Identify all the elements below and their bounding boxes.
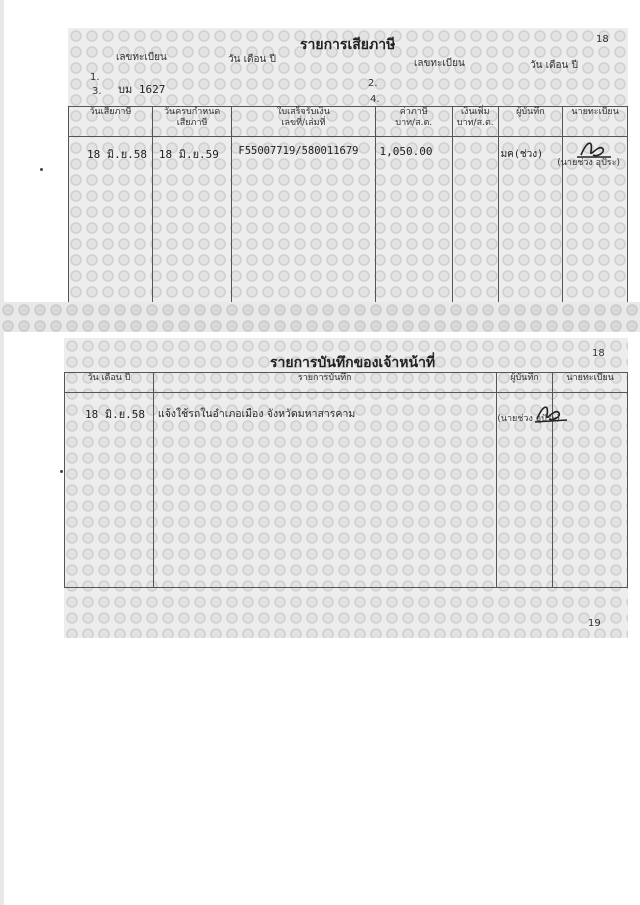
tax-record-sheet [68, 28, 628, 326]
tax-cell [152, 137, 232, 320]
tax-cell [498, 137, 563, 320]
officer-table [64, 372, 628, 588]
row-number: 3. [92, 86, 102, 97]
column-header: ผู้บันทึก [498, 107, 563, 137]
scan-edge [0, 0, 4, 905]
column-header: รายการบันทึก [153, 373, 496, 393]
scan-mark [60, 470, 63, 473]
column-header: ใบเสร็จรับเงิน เลขที่/เล่มที่ [232, 107, 375, 137]
pay-date: 18 มิ.ย.58 [87, 148, 148, 161]
tax-cell [232, 137, 375, 320]
footer-page-number: 19 [588, 618, 601, 629]
column-header: วันเสียภาษี [69, 107, 153, 137]
registration-label: เลขทะเบียน [414, 58, 465, 69]
column-header: เงินเพิ่ม บาท/ส.ต. [452, 107, 498, 137]
scan-strip [0, 302, 640, 332]
plate-number: บม 1627 [118, 83, 166, 96]
tax-cell [69, 137, 153, 320]
column-header: นายทะเบียน [563, 107, 628, 137]
entry-date: 18 มิ.ย.58 [85, 408, 146, 421]
column-header: ค่าภาษี บาท/ส.ต. [375, 107, 452, 137]
tax-cell [557, 137, 628, 320]
officer-cell [497, 393, 628, 588]
officer-section-title: รายการบันทึกของเจ้าหน้าที่ [270, 355, 436, 371]
column-header: ผู้บันทึก [496, 373, 553, 393]
due-date: 18 มิ.ย.59 [158, 148, 219, 161]
registrar-name: (นายช่วง อุปัระ) [557, 158, 620, 168]
entry-text: แจ้งใช้รถในอำเภอเมือง จังหวัดมหาสารคาม [157, 408, 356, 420]
tax-cell [452, 137, 498, 320]
row-number: 4. [370, 94, 380, 105]
recorder: มค(ช่วง) [500, 149, 544, 160]
page-number: 18 [596, 34, 609, 45]
officer-cell [65, 393, 154, 588]
receipt-number: F55007719/580011679 [238, 145, 359, 157]
tax-cell [375, 137, 452, 320]
row-number: 1. [90, 72, 100, 83]
date-label: วัน เดือน ปี [228, 54, 276, 65]
row-number: 2. [368, 78, 378, 89]
officer-record-sheet [64, 338, 628, 638]
page-number: 18 [592, 348, 605, 359]
date-label: วัน เดือน ปี [530, 60, 578, 71]
scan-mark [40, 168, 43, 171]
column-header: นายทะเบียน [553, 373, 628, 393]
tax-amount: 1,050.00 [379, 145, 433, 158]
registrar-name: (นายช่วง อุปัระ) [497, 414, 561, 424]
officer-cell [153, 393, 496, 588]
tax-section-title: รายการเสียภาษี [300, 37, 396, 53]
registration-label: เลขทะเบียน [116, 52, 167, 63]
column-header: วันครบกำหนด เสียภาษี [152, 107, 232, 137]
tax-table [68, 106, 628, 320]
column-header: วัน เดือน ปี [65, 373, 154, 393]
